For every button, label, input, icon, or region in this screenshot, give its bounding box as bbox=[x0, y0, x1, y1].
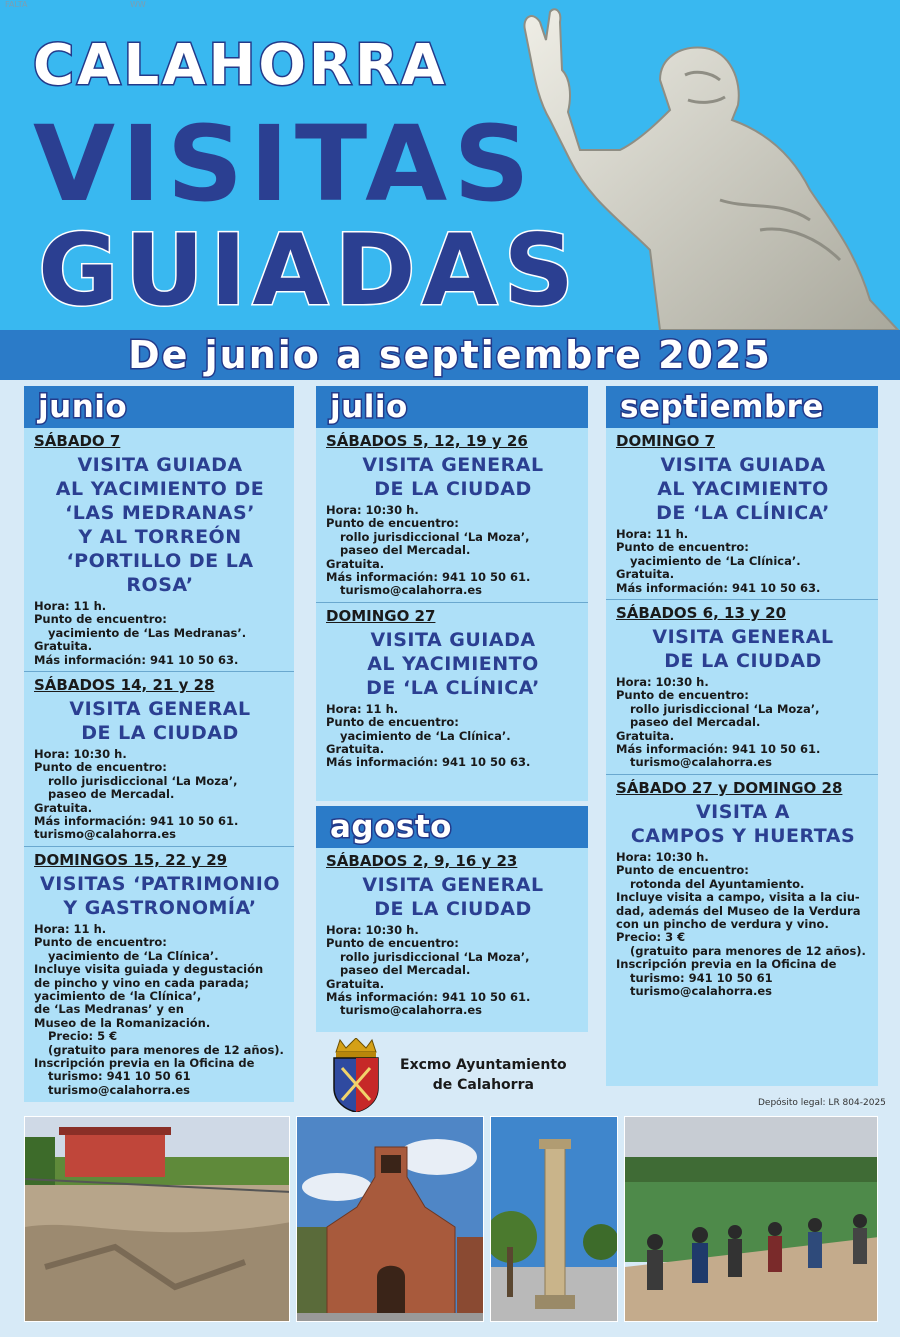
event-detail-line: Gratuita. bbox=[34, 800, 93, 815]
event-detail-line: (gratuito para menores de 12 años). bbox=[630, 943, 866, 958]
city-title: CALAHORRA bbox=[33, 33, 448, 98]
org-name-line2: de Calahorra bbox=[432, 1077, 534, 1093]
event-detail-line: Hora: 10:30 h. bbox=[34, 747, 127, 762]
coat-of-arms-icon bbox=[330, 1038, 382, 1112]
date-range-text: De junio a septiembre 2025 bbox=[128, 333, 772, 377]
event-title bbox=[616, 800, 870, 848]
event-title-line: CAMPOS Y HUERTAS bbox=[630, 824, 856, 847]
event-detail-line: Punto de encuentro: bbox=[326, 715, 459, 730]
event-date: SÁBADOS 6, 13 y 20 bbox=[616, 604, 787, 623]
event-detail-line: Museo de la Romanización. bbox=[34, 1015, 211, 1030]
event-detail-line: turismo@calahorra.es bbox=[34, 827, 177, 842]
column-agosto bbox=[316, 806, 588, 1032]
event-title-line: VISITA GUIADA bbox=[660, 454, 826, 476]
month-heading-agosto: agosto bbox=[316, 806, 588, 848]
event-junio-2 bbox=[24, 672, 294, 847]
event-detail-line: Más información: 941 10 50 63. bbox=[326, 755, 531, 770]
event-title-line: DE ‘LA CLÍNICA’ bbox=[656, 502, 830, 524]
archaeological-site-photo bbox=[24, 1116, 290, 1322]
event-detail-line: Gratuita. bbox=[616, 728, 675, 743]
event-date: SÁBADO 27 y DOMINGO 28 bbox=[616, 778, 843, 797]
event-detail-line: turismo@calahorra.es bbox=[340, 583, 483, 598]
event-date: DOMINGO 27 bbox=[326, 606, 436, 625]
event-detail-line: Más información: 941 10 50 61. bbox=[34, 814, 239, 829]
event-title bbox=[326, 453, 580, 501]
event-detail-line: Más información: 941 10 50 61. bbox=[616, 742, 821, 757]
event-detail-line: turismo@calahorra.es bbox=[340, 1003, 483, 1018]
event-detail-line: de pincho y vino en cada parada; bbox=[34, 975, 249, 990]
event-detail-line: Más información: 941 10 50 61. bbox=[326, 990, 531, 1005]
event-date: SÁBADO 7 bbox=[34, 432, 121, 450]
event-detail-line: paseo del Mercadal. bbox=[630, 715, 761, 730]
event-title bbox=[34, 453, 286, 597]
event-title-line: VISITA GUIADA bbox=[77, 454, 243, 476]
event-detail-line: turismo@calahorra.es bbox=[48, 1082, 191, 1097]
event-detail-line: Gratuita. bbox=[326, 742, 385, 757]
event-detail-line: rollo jurisdiccional ‘La Moza’, bbox=[48, 773, 238, 788]
event-detail-line: Hora: 11 h. bbox=[34, 921, 107, 936]
corner-mark-right: WW bbox=[130, 0, 146, 9]
event-title bbox=[34, 872, 286, 920]
month-heading-septiembre: septiembre bbox=[606, 386, 878, 428]
event-title bbox=[616, 625, 870, 673]
event-title-line: AL YACIMIENTO DE bbox=[55, 478, 265, 500]
event-detail-line: Punto de encuentro: bbox=[616, 863, 749, 878]
event-detail-line: Punto de encuentro: bbox=[34, 760, 167, 775]
event-title-line: AL YACIMIENTO bbox=[657, 478, 829, 500]
legal-deposit: Depósito legal: LR 804-2025 bbox=[758, 1098, 886, 1108]
event-detail-line: yacimiento de ‘Las Medranas’. bbox=[48, 625, 247, 640]
event-detail-line: rollo jurisdiccional ‘La Moza’, bbox=[630, 701, 820, 716]
event-detail-line: Gratuita. bbox=[326, 556, 385, 571]
event-detail-line: Precio: 3 € bbox=[616, 930, 686, 945]
event-date: DOMINGOS 15, 22 y 29 bbox=[34, 850, 228, 869]
header-banner bbox=[0, 0, 900, 330]
event-detail-line: paseo del Mercadal. bbox=[340, 543, 471, 558]
event-detail-line: Hora: 11 h. bbox=[34, 599, 107, 613]
event-detail-line: Gratuita. bbox=[616, 567, 675, 582]
event-detail-line: Hora: 11 h. bbox=[616, 527, 689, 541]
event-title-line: VISITA GENERAL bbox=[652, 626, 834, 649]
event-detail-line: Punto de encuentro: bbox=[326, 936, 459, 951]
event-title-line: AL YACIMIENTO bbox=[367, 652, 539, 675]
event-title-line: DE ‘LA CLÍNICA’ bbox=[366, 676, 540, 699]
headline-visitas: VISITAS bbox=[33, 103, 536, 225]
event-title-line: Y GASTRONOMÍA’ bbox=[63, 896, 257, 919]
event-title-line: VISITAS ‘PATRIMONIO bbox=[40, 872, 280, 895]
event-detail-line: Hora: 10:30 h. bbox=[326, 923, 419, 937]
event-title bbox=[326, 628, 580, 700]
event-detail-line: Inscripción previa en la Oficina de bbox=[34, 1055, 255, 1070]
event-junio-3 bbox=[24, 847, 294, 1101]
event-date: DOMINGO 7 bbox=[616, 432, 715, 450]
event-title-line: DE LA CIUDAD bbox=[81, 722, 239, 745]
event-agosto-1 bbox=[316, 848, 588, 1022]
event-detail-line: yacimiento de ‘La Clínica’. bbox=[630, 553, 801, 568]
event-junio-1 bbox=[24, 428, 294, 672]
roman-column-photo bbox=[490, 1116, 618, 1322]
event-detail-line: de ‘Las Medranas’ y en bbox=[34, 1002, 184, 1017]
event-detail-line: dad, además del Museo de la Verdura bbox=[616, 903, 861, 918]
event-septiembre-3 bbox=[606, 775, 878, 1002]
event-detail-line: paseo de Mercadal. bbox=[48, 787, 175, 802]
event-title bbox=[34, 697, 286, 745]
event-detail-line: Más información: 941 10 50 63. bbox=[34, 652, 239, 667]
event-detail-line: turismo@calahorra.es bbox=[630, 755, 773, 770]
event-detail-line: turismo: 941 10 50 61 bbox=[48, 1069, 191, 1084]
event-detail-line: Punto de encuentro: bbox=[326, 516, 459, 531]
month-heading-julio: julio bbox=[316, 386, 588, 428]
column-septiembre bbox=[606, 386, 878, 1086]
column-junio bbox=[24, 386, 294, 1102]
event-detail-line: turismo@calahorra.es bbox=[630, 983, 773, 998]
event-detail-line: Punto de encuentro: bbox=[34, 612, 167, 627]
event-detail-line: Hora: 10:30 h. bbox=[616, 675, 709, 690]
event-detail-line: Incluye visita a campo, visita a la ciu- bbox=[616, 890, 860, 905]
event-julio-2 bbox=[316, 603, 588, 774]
event-detail-line: yacimiento de ‘la Clínica’, bbox=[34, 988, 202, 1003]
footer-organization bbox=[330, 1038, 567, 1112]
event-title-line: ‘LAS MEDRANAS’ bbox=[65, 502, 255, 524]
event-detail-line: Punto de encuentro: bbox=[616, 688, 749, 703]
column-julio bbox=[316, 386, 588, 801]
event-septiembre-2 bbox=[606, 600, 878, 775]
event-detail-line: Gratuita. bbox=[326, 976, 385, 991]
event-detail-line: Punto de encuentro: bbox=[616, 540, 749, 555]
event-detail-line: Hora: 10:30 h. bbox=[616, 849, 709, 864]
event-septiembre-1 bbox=[606, 428, 878, 600]
event-detail-line: Más información: 941 10 50 61. bbox=[326, 570, 531, 585]
event-julio-1 bbox=[316, 428, 588, 603]
event-title-line: VISITA A bbox=[695, 800, 791, 823]
month-heading-junio: junio bbox=[24, 386, 294, 428]
event-title-line: VISITA GENERAL bbox=[69, 698, 251, 721]
church-facade-photo bbox=[296, 1116, 484, 1322]
event-detail-line: con un pincho de verdura y vino. bbox=[616, 916, 829, 931]
corner-mark-left: FALTA bbox=[5, 0, 28, 9]
event-title-line: DE LA CIUDAD bbox=[374, 478, 532, 500]
event-detail-line: rollo jurisdiccional ‘La Moza’, bbox=[340, 949, 530, 964]
event-title bbox=[616, 453, 870, 525]
event-title-line: Y AL TORREÓN bbox=[78, 526, 242, 548]
event-detail-line: Más información: 941 10 50 63. bbox=[616, 580, 821, 595]
event-detail-line: rollo jurisdiccional ‘La Moza’, bbox=[340, 529, 530, 544]
event-date: SÁBADOS 14, 21 y 28 bbox=[34, 676, 215, 695]
event-detail-line: rotonda del Ayuntamiento. bbox=[630, 876, 805, 891]
event-title-line: DE LA CIUDAD bbox=[374, 898, 532, 920]
event-detail-line: yacimiento de ‘La Clínica’. bbox=[340, 728, 511, 743]
event-title-line: DE LA CIUDAD bbox=[664, 650, 822, 673]
event-detail-line: Hora: 11 h. bbox=[326, 701, 399, 716]
event-detail-line: (gratuito para menores de 12 años). bbox=[48, 1042, 284, 1057]
event-title-line: ‘PORTILLO DE LA ROSA’ bbox=[66, 550, 254, 596]
event-title bbox=[326, 873, 580, 921]
event-detail-line: Inscripción previa en la Oficina de bbox=[616, 957, 837, 972]
event-detail-line: Precio: 5 € bbox=[48, 1029, 118, 1044]
event-detail-line: yacimiento de ‘La Clínica’. bbox=[48, 948, 219, 963]
event-detail-line: paseo del Mercadal. bbox=[340, 963, 471, 978]
event-detail-line: turismo: 941 10 50 61 bbox=[630, 970, 773, 985]
date-range-bar bbox=[0, 330, 900, 380]
event-detail-line: Gratuita. bbox=[34, 639, 93, 654]
headline-guiadas: GUIADAS bbox=[38, 214, 581, 328]
event-date: SÁBADOS 5, 12, 19 y 26 bbox=[326, 432, 528, 450]
event-title-line: VISITA GENERAL bbox=[362, 454, 544, 476]
event-title-line: VISITA GENERAL bbox=[362, 874, 544, 896]
org-name-line1: Excmo Ayuntamiento bbox=[400, 1057, 567, 1073]
event-detail-line: Incluye visita guiada y degustación bbox=[34, 962, 264, 977]
event-date: SÁBADOS 2, 9, 16 y 23 bbox=[326, 852, 518, 870]
event-title-line: VISITA GUIADA bbox=[370, 628, 536, 651]
event-detail-line: Hora: 10:30 h. bbox=[326, 503, 419, 517]
vegetable-field-photo bbox=[624, 1116, 878, 1322]
event-detail-line: Punto de encuentro: bbox=[34, 935, 167, 950]
